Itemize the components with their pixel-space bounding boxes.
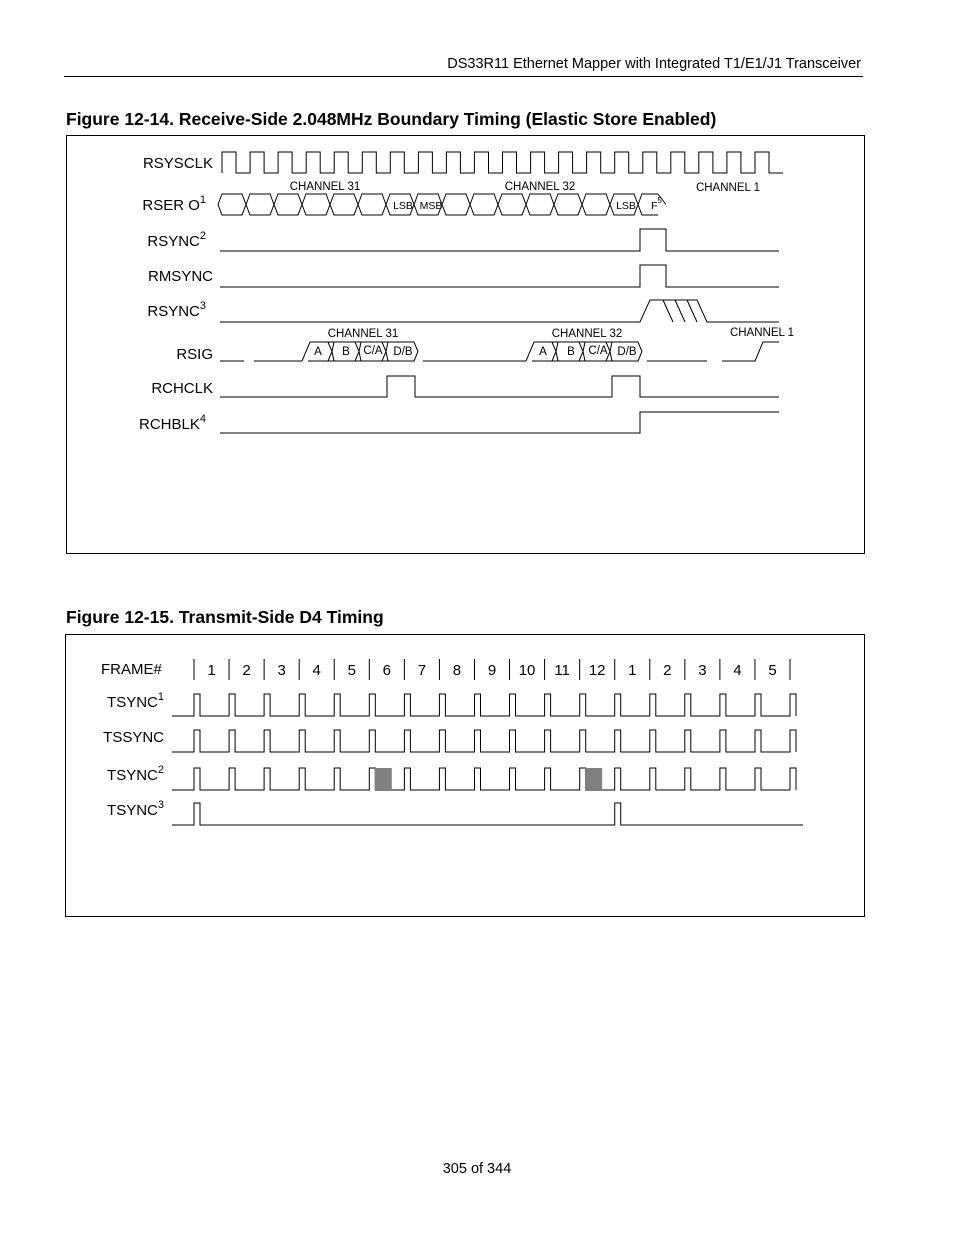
rser-channel-label: CHANNEL 32 [504, 181, 576, 193]
rser-bit-cell [302, 194, 330, 215]
frame-number: 6 [382, 662, 392, 679]
frame-label: FRAME# [101, 661, 162, 678]
page-number: 305 of 344 [442, 1161, 512, 1177]
rser-lsb-label: LSB [393, 200, 413, 212]
header-rule [64, 76, 863, 77]
rsysclk-waveform [222, 152, 783, 173]
rser-bit-cell [246, 194, 274, 215]
frame-number: 8 [452, 662, 462, 679]
rser-bit-cell [498, 194, 526, 215]
figure-12-14-title: Figure 12-14. Receive-Side 2.048MHz Boundary Timing (Elastic Store Enabled) [66, 109, 717, 129]
frame-number: 1 [207, 662, 216, 679]
rser-bit-cell [470, 194, 498, 215]
rser-bit-cell [274, 194, 302, 215]
rsig-channel-label: CHANNEL 1 [729, 327, 795, 339]
tsync2-shaded-pulse [375, 768, 392, 790]
rsync2-waveform [220, 229, 779, 251]
rmsync-waveform [220, 265, 779, 287]
frame-number: 9 [487, 662, 497, 679]
rsig-bit-boundary [382, 342, 388, 361]
figure-12-14-diagram [66, 135, 865, 554]
frame-number: 2 [242, 662, 251, 679]
figure-12-15-title: Figure 12-15. Transmit-Side D4 Timing [66, 607, 384, 627]
frame-number: 1 [628, 662, 637, 679]
rchclk-waveform [220, 376, 779, 397]
rsig-bit-label: C/A [363, 345, 383, 357]
frame-number: 4 [733, 662, 742, 679]
rsig-bit-label: D/B [393, 346, 413, 358]
frame-number: 7 [417, 662, 427, 679]
rsig-bit-boundary [552, 342, 558, 361]
rser-bit-cell [218, 194, 246, 215]
rser-bit-cell [526, 194, 554, 215]
rser-channel-label: CHANNEL 1 [695, 182, 761, 194]
rsig-channel-label: CHANNEL 32 [551, 328, 623, 340]
frame-number: 12 [588, 662, 606, 679]
tsync3-label: TSYNC$^3$ [107, 799, 164, 819]
rser-msb-label: MSB [419, 200, 443, 212]
rchblk-label: RCHBLK$^4$ [139, 413, 206, 433]
rser-bit-cell [358, 194, 386, 215]
rsig-bit-label: A [539, 346, 547, 358]
rsig-bit-label: B [567, 346, 575, 358]
tsync1-waveform [172, 694, 796, 716]
rser-label: RSER $O^1$ [142, 194, 206, 214]
frame-number: 5 [768, 662, 777, 679]
rsysclk-label: RSYSCLK [142, 155, 213, 172]
frame-number: 11 [554, 662, 570, 679]
frame-number: 2 [663, 662, 672, 679]
rsync3-label: RSYNC$^3$ [147, 300, 206, 320]
rchclk-label: RCHCLK [151, 380, 213, 397]
rser-bit-cell [582, 194, 610, 215]
rser-framing-bit-label: $F^5$ [651, 196, 662, 212]
rser-bit-cell [330, 194, 358, 215]
tsync2-waveform [172, 768, 796, 790]
tsync1-label: TSYNC$^1$ [107, 691, 164, 711]
rsync2-label: RSYNC$^2$ [147, 230, 206, 250]
tsync2-label: TSYNC$^2$ [107, 764, 164, 784]
rsig-bit-label: D/B [617, 346, 637, 358]
frame-number: 4 [312, 662, 321, 679]
rser-lsb-label: LSB [616, 200, 636, 212]
rsig-bit-boundary [328, 342, 334, 361]
rsig-bit-boundary [355, 342, 361, 361]
rsync3-transitions [663, 300, 697, 322]
frame-number: 10 [518, 662, 536, 679]
figure-12-15-diagram [65, 634, 865, 917]
rser-bit-cell [554, 194, 582, 215]
frame-number: 3 [277, 662, 286, 679]
tssync-waveform [172, 730, 796, 752]
tssync-label: TSSYNC [103, 729, 164, 746]
frame-number: 5 [347, 662, 356, 679]
rchblk-waveform [220, 412, 779, 433]
running-header: DS33R11 Ethernet Mapper with Integrated T1/E1/J1 Transceiver [447, 56, 861, 72]
rsig-label: RSIG [176, 346, 213, 363]
rser-bit-cell [442, 194, 470, 215]
frame-number: 3 [698, 662, 707, 679]
rsig-bit-label: B [342, 346, 350, 358]
rsig-waveform [220, 342, 779, 361]
rsig-bit-boundary [579, 342, 585, 361]
rsig-bit-label: A [314, 346, 322, 358]
tsync2-shaded-pulse [585, 768, 602, 790]
rmsync-label: RMSYNC [147, 268, 213, 285]
tsync3-waveform [172, 803, 803, 825]
rsig-bit-label: C/A [588, 345, 608, 357]
rser-channel-label: CHANNEL 31 [289, 181, 361, 193]
rsig-channel-label: CHANNEL 31 [327, 328, 399, 340]
